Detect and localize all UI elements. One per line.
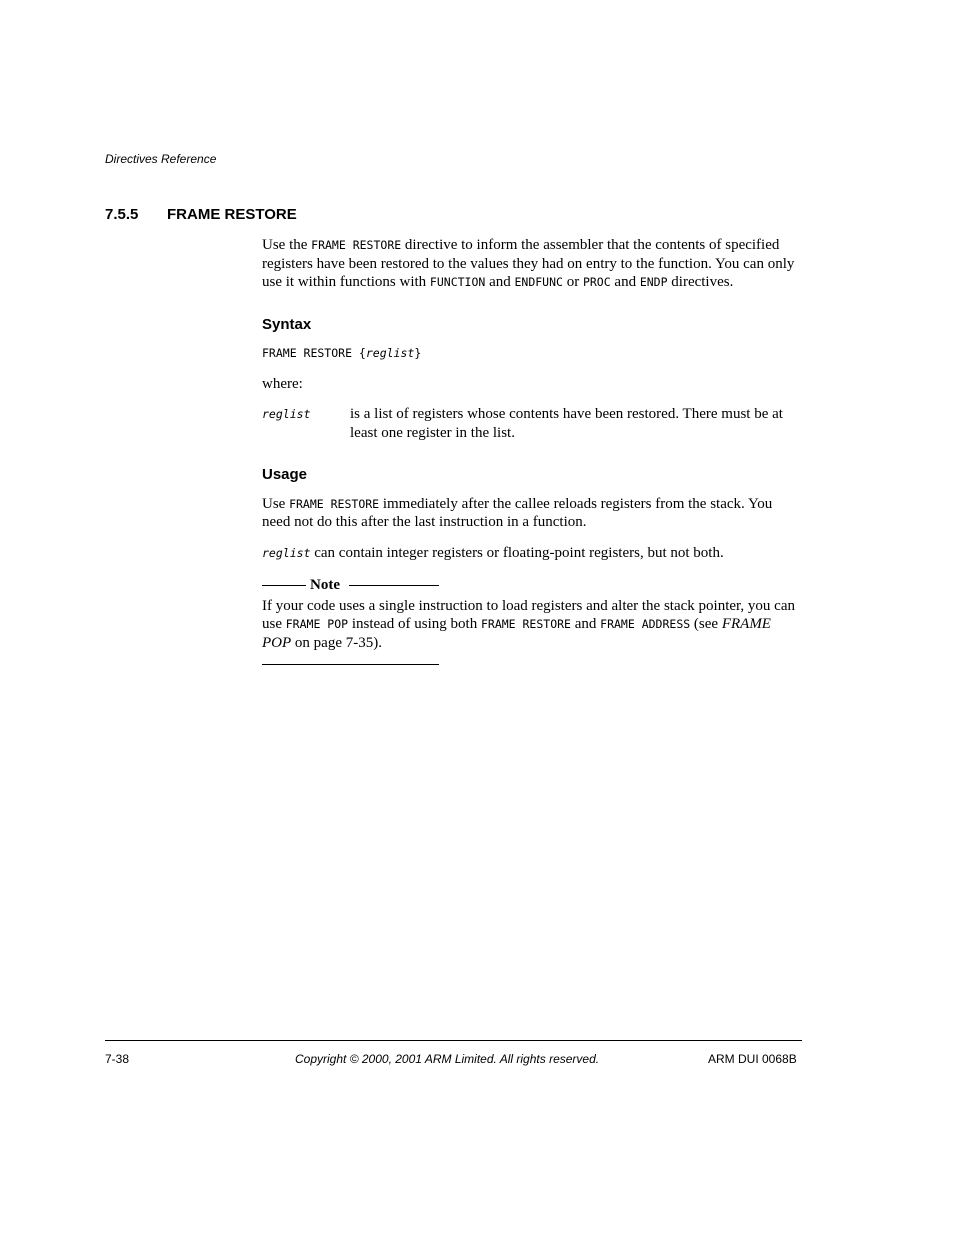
text: Use the — [262, 237, 312, 253]
text: (see — [690, 616, 722, 632]
text: and — [570, 616, 601, 632]
text: directives. — [667, 274, 734, 290]
page-number: 7-38 — [105, 1052, 130, 1066]
syntax-heading: Syntax — [262, 315, 312, 333]
text: Use — [262, 495, 290, 512]
copyright: Copyright © 2000, 2001 ARM Limited. All rights reserved. — [295, 1052, 600, 1066]
section-body — [262, 236, 802, 665]
text: If your code uses a single instruction to load registers and alter the stack pointer, you can use — [262, 597, 795, 632]
document-id: ARM DUI 0068B — [708, 1052, 797, 1066]
code-frame-pop: FRAME POP — [285, 617, 349, 631]
where-label: where: — [262, 375, 303, 392]
text: and — [485, 274, 515, 290]
note-end-rule — [262, 664, 439, 665]
code-proc: PROC — [582, 275, 611, 289]
section-title: FRAME RESTORE — [167, 206, 297, 223]
code: FRAME RESTORE { — [262, 346, 366, 360]
code-param: reglist — [365, 346, 415, 360]
note-paragraph — [262, 597, 802, 653]
code: } — [414, 346, 422, 360]
param-description: is a list of registers whose contents have been restored. There must be at least one register in the list. — [350, 406, 783, 441]
intro-paragraph — [262, 236, 802, 292]
footer-rule — [105, 1040, 802, 1041]
text: and — [610, 274, 640, 290]
param-definition — [262, 405, 802, 442]
section-number: 7.5.5 — [105, 206, 139, 223]
code-param: reglist — [262, 545, 311, 560]
running-header: Directives Reference — [105, 152, 217, 166]
code-endfunc: ENDFUNC — [514, 275, 563, 289]
text: directive to inform the assembler that the contents of specified registers have been restored to the values they had on entry to the function. You can only use it within functions with — [262, 237, 795, 290]
usage-paragraph-2 — [262, 544, 802, 563]
code-function: FUNCTION — [429, 275, 486, 289]
text: instead of using both — [348, 616, 481, 632]
code-frame-restore: FRAME RESTORE — [311, 238, 402, 252]
usage-paragraph-1 — [262, 495, 802, 532]
usage-heading: Usage — [262, 466, 308, 483]
cross-reference-link[interactable]: FRAME POP — [262, 616, 771, 651]
code-endp: ENDP — [639, 275, 668, 289]
note-rule — [349, 585, 439, 586]
note-rule — [262, 585, 306, 586]
code-frame-restore: FRAME RESTORE — [480, 617, 571, 631]
param-term: reglist — [262, 407, 311, 421]
text: immediately after the callee reloads registers from the stack. You need not do this after the last instruction in a function. — [262, 495, 773, 530]
note-heading — [262, 576, 439, 595]
text: on page 7-35). — [291, 634, 382, 651]
note-label: Note — [310, 577, 340, 593]
section-heading — [105, 206, 297, 223]
code-frame-restore: FRAME RESTORE — [289, 496, 380, 511]
code-frame-address: FRAME ADDRESS — [600, 617, 691, 631]
syntax-code — [262, 344, 802, 363]
text: or — [562, 274, 583, 290]
text: can contain integer registers or floating-point registers, but not both. — [310, 544, 724, 561]
